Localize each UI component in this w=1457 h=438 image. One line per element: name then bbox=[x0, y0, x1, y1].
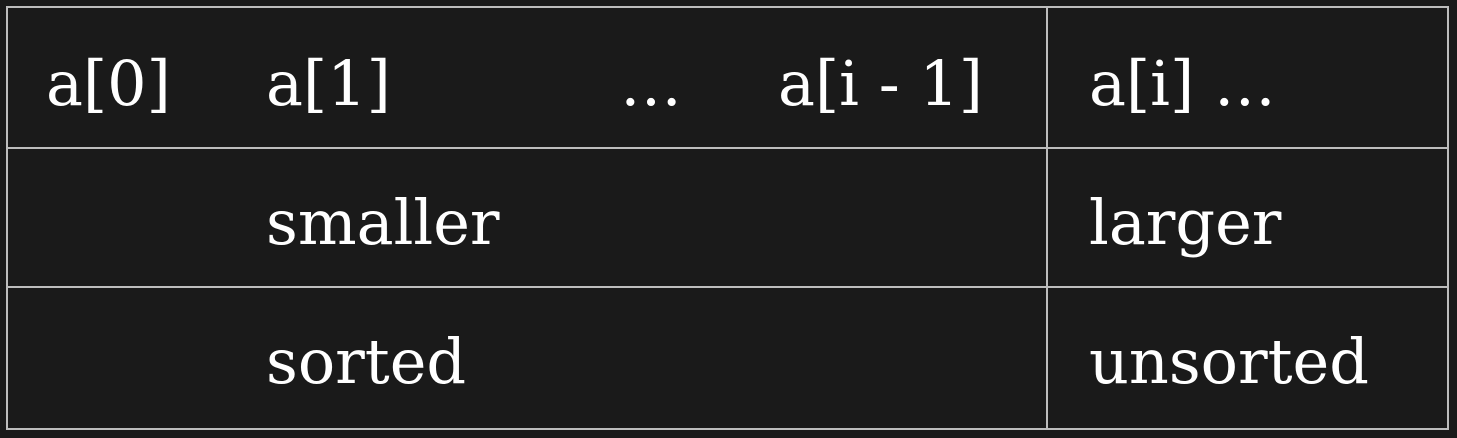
cell-unsorted: unsorted bbox=[1089, 325, 1369, 398]
cell-larger: larger bbox=[1089, 186, 1282, 259]
cell-ellipsis: … bbox=[620, 47, 682, 120]
row-divider-1 bbox=[8, 147, 1447, 149]
cell-smaller: smaller bbox=[266, 186, 500, 259]
cell-sorted: sorted bbox=[266, 325, 467, 398]
cell-a1: a[1] bbox=[266, 47, 391, 120]
column-divider bbox=[1046, 8, 1048, 428]
cell-a-i: a[i] … bbox=[1089, 47, 1276, 120]
row-divider-2 bbox=[8, 286, 1447, 288]
cell-a-i-minus-1: a[i - 1] bbox=[778, 47, 983, 120]
cell-a0: a[0] bbox=[46, 47, 171, 120]
partition-diagram-table bbox=[6, 6, 1449, 430]
